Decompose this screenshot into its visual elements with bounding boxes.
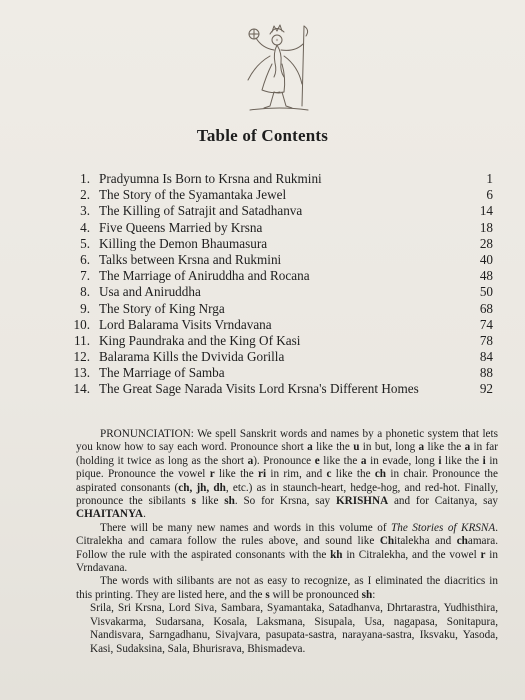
toc-entry <box>73 316 496 333</box>
text-run: italekha and <box>394 535 457 548</box>
sibilant-word-list <box>90 602 498 656</box>
text-run: Srila, Sri Krsna, Lord Siva, Sambara, Syamantaka, Satadhanva, Dhrtarastra, Yudhisthira, Visvakarma, Sudarsana, Kosala, Laksmana, Sisupala, Usa, nagapasa, Sonitapura, Nandisvara, Sarngadhanu, Sivajvara, pasupata-sastra, narayana-sastra, Iksvaku, Yasoda, Kasi, Sudaksina, Sala, Bhurisrava, Bhismadeva. <box>90 602 498 655</box>
toc-entry-title: The Marriage of Aniruddha and Rocana <box>99 268 310 284</box>
toc-entry <box>76 220 496 236</box>
text-run: in Vrndavana. <box>76 548 498 575</box>
bold-run: sh <box>361 588 373 601</box>
toc-entry-page: 92 <box>479 381 493 397</box>
text-run: in rim, and <box>266 468 327 481</box>
bold-run: ch, jh, dh <box>178 481 226 494</box>
text-run: amara. Follow the rule with the aspirated consonants with the <box>76 535 498 561</box>
toc-title: Table of Contents <box>196 126 329 145</box>
text-run: like the <box>441 454 483 467</box>
bold-run: ri <box>258 468 267 481</box>
text-run: like the <box>319 454 361 467</box>
toc-entry-title: The Marriage of Samba <box>99 365 225 381</box>
toc-entry-title: Five Queens Married by Krsna <box>99 219 263 235</box>
text-run: There will be many new names and words in this volume of <box>100 521 392 534</box>
toc-entry-page: 40 <box>479 251 493 267</box>
toc-entry-title: Lord Balarama Visits Vrndavana <box>99 316 272 332</box>
text-run: , etc.) as in staunch-heart, hedge-hog, and red-hot. Finally, pronounce the sibilants <box>76 481 498 508</box>
toc-entry-number: 8. <box>80 284 90 300</box>
toc-entry-number: 6. <box>80 251 90 267</box>
bold-run: ch <box>374 468 387 481</box>
text-run: ). Pronounce <box>253 454 315 467</box>
pronunciation-paragraph-2 <box>76 522 498 576</box>
toc-entry-page: 84 <box>479 349 493 365</box>
toc-entry-page: 48 <box>479 268 493 284</box>
bold-run: KRISHNA <box>335 495 389 508</box>
toc-entry-number: 1. <box>80 171 90 186</box>
bold-run: c <box>326 468 332 481</box>
toc-entry-title: The Story of King Nrga <box>99 300 225 316</box>
toc-entry-title: Pradyumna Is Born to Krsna and Rukmini <box>99 171 322 186</box>
toc-entry-number: 4. <box>80 219 90 235</box>
toc-entry-page: 1 <box>486 171 493 186</box>
text-run: in evade, long <box>366 454 439 467</box>
toc-entry <box>76 203 496 219</box>
toc-entry <box>76 268 496 284</box>
toc-entry-number: 13. <box>73 365 90 381</box>
toc-entry-page: 28 <box>479 235 493 251</box>
text-run: . <box>143 508 146 521</box>
bold-run: CHAITANYA <box>76 508 144 521</box>
toc-entry <box>76 301 496 317</box>
text-run: like <box>195 495 225 508</box>
toc-entry-page: 14 <box>479 203 493 219</box>
toc-entry <box>73 349 496 365</box>
text-run: The words with silibants are not as easy to recognize, as I eliminated the diacritics in this printing. They are listed here, and the <box>76 575 498 601</box>
toc-entry-number: 14. <box>73 381 90 397</box>
toc-entry-title: King Paundraka and the King Of Kasi <box>99 332 301 348</box>
toc-entry-title: Killing the Demon Bhaumasura <box>99 235 268 251</box>
text-run: . So for Krsna, say <box>234 495 336 508</box>
text-run: like the <box>331 468 375 481</box>
toc-entry-page: 18 <box>479 219 493 235</box>
bold-run: Ch <box>379 535 395 548</box>
text-run: in Citralekha, and the vowel <box>342 548 481 561</box>
toc-entry <box>76 187 496 203</box>
text-run: like the <box>312 441 354 454</box>
bold-run: s <box>265 588 270 601</box>
italic-run: The Stories of KRSNA <box>391 521 496 534</box>
text-run: will be pronounced <box>269 588 362 601</box>
bold-run: i <box>438 454 442 467</box>
bold-run: sh <box>224 495 235 508</box>
toc-entry-page: 6 <box>486 187 493 203</box>
text-run: : <box>372 588 376 601</box>
toc-entry-number: 5. <box>80 235 90 251</box>
toc-entry <box>76 333 496 349</box>
toc-entry-number: 7. <box>80 268 90 284</box>
bold-run: i <box>482 454 486 467</box>
toc-entry-page: 50 <box>479 284 493 300</box>
toc-entry-title: The Story of the Syamantaka Jewel <box>99 187 287 203</box>
toc-entry-number: 9. <box>80 300 90 316</box>
toc-entry-title: Balarama Kills the Dvivida Gorilla <box>99 349 285 365</box>
toc-entry-page: 78 <box>479 332 493 348</box>
toc-entry-number: 2. <box>80 187 90 203</box>
text-run: . Citralekha and camara follow the rules above, and sound like <box>76 521 498 548</box>
text-run: in chair. Pronounce the aspirated consonants ( <box>76 468 498 494</box>
toc-entry-number: 12. <box>73 349 90 365</box>
bold-run: a <box>307 441 313 454</box>
toc-entry-number: 11. <box>74 332 90 348</box>
toc-entry-title: Usa and Aniruddha <box>99 284 201 300</box>
bold-run: a <box>247 454 254 467</box>
toc-entry-page: 88 <box>479 365 493 381</box>
bold-run: e <box>314 454 320 467</box>
toc-entry <box>73 381 496 397</box>
bold-run: a <box>464 441 471 454</box>
text-run: like the <box>214 468 259 481</box>
toc-entry <box>76 236 496 252</box>
toc-entry-title: The Great Sage Narada Visits Lord Krsna's Different Homes <box>99 381 419 397</box>
bold-run: s <box>191 495 196 508</box>
toc-entry <box>76 171 496 187</box>
pronunciation-paragraph-3 <box>76 575 498 602</box>
text-run: in but, long <box>359 441 419 454</box>
toc-entry-title: Talks between Krsna and Rukmini <box>99 251 282 267</box>
pronunciation-paragraph-1 <box>76 428 498 522</box>
bold-run: a <box>418 441 425 454</box>
text-run: PRONUNCIATION: We spell Sanskrit words and names by a phonetic system that lets you know how to say each word. Pronounce short <box>76 428 498 454</box>
toc-entry-number: 10. <box>73 316 90 332</box>
toc-entry-page: 74 <box>479 316 493 332</box>
bold-run: kh <box>330 548 343 561</box>
toc-list <box>73 171 496 398</box>
text-run: and for Caitanya, say <box>388 495 499 508</box>
bold-run: a <box>360 454 367 467</box>
bold-run: r <box>209 468 215 481</box>
pronunciation-section <box>76 428 498 656</box>
text-run: in pique. Pronounce the vowel <box>76 454 499 481</box>
toc-entry <box>76 284 496 300</box>
toc-entry-number: 3. <box>80 203 90 219</box>
text-run: like the <box>424 441 465 454</box>
toc-entry-page: 68 <box>479 300 493 316</box>
bold-run: ch <box>456 535 468 548</box>
bold-run: u <box>353 441 360 454</box>
krishna-with-discus-illustration-icon <box>232 20 324 116</box>
toc-entry-title: The Killing of Satrajit and Satadhanva <box>99 203 303 219</box>
bold-run: r <box>480 548 486 561</box>
text-run: in far (holding it twice as long as the short <box>76 441 498 467</box>
toc-entry <box>76 252 496 268</box>
toc-entry <box>73 365 496 381</box>
